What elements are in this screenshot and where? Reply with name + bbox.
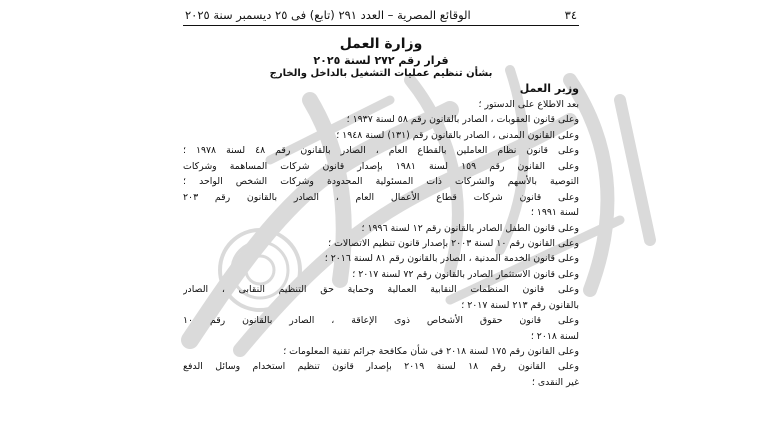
text-line: بالقانون رقم ٢١٣ لسنة ٢٠١٧ ؛ bbox=[461, 299, 579, 311]
decree-title: قرار رقم ٢٧٢ لسنة ٢٠٢٥ bbox=[313, 54, 449, 67]
text-line: وعلى قانون المنظمات النقابية العمالية وحماية حق التنظيم النقابى ، الصادر bbox=[183, 284, 579, 296]
text-line: وعلى قانون الاستثمار الصادر بالقانون رقم ٧٢ لسنة ٢٠١٧ ؛ bbox=[352, 268, 579, 280]
text-line: وعلى القانون رقم ١٨ لسنة ٢٠١٩ بإصدار قانون تنظيم استخدام وسائل الدفع bbox=[183, 361, 579, 373]
issuer-heading: وزير العمل bbox=[519, 82, 579, 95]
running-header bbox=[185, 8, 577, 23]
text-line: وعلى قانون العقوبات ، الصادر بالقانون رقم ٥٨ لسنة ١٩٣٧ ؛ bbox=[346, 114, 579, 126]
header-divider bbox=[183, 25, 579, 26]
page-number: ٣٤ bbox=[564, 8, 577, 22]
text-line: لسنة ٢٠١٨ ؛ bbox=[530, 330, 579, 342]
text-line: غير النقدى ؛ bbox=[531, 376, 579, 388]
decree-subject: بشأن تنظيم عمليات التشغيل بالداخل والخارج bbox=[269, 68, 493, 79]
text-line: وعلى قانون حقوق الأشخاص ذوى الإعاقة ، الصادر بالقانون رقم ١٠ bbox=[183, 315, 579, 327]
text-line: وعلى القانون رقم ١٠ لسنة ٢٠٠٣ بإصدار قانون تنظيم الاتصالات ؛ bbox=[328, 237, 579, 249]
text-line: لسنة ١٩٩١ ؛ bbox=[530, 207, 579, 219]
text-line: وعلى القانون رقم ١٧٥ لسنة ٢٠١٨ فى شأن مكافحة جرائم تقنية المعلومات ؛ bbox=[283, 346, 579, 357]
preamble-text bbox=[183, 97, 579, 390]
ministry-heading: وزارة العمل bbox=[339, 36, 423, 52]
text-line: وعلى القانون المدنى ، الصادر بالقانون رقم (١٣١) لسنة ١٩٤٨ ؛ bbox=[336, 129, 579, 141]
text-line: وعلى قانون نظام العاملين بالقطاع العام ، الصادر بالقانون رقم ٤٨ لسنة ١٩٧٨ ؛ bbox=[183, 145, 579, 157]
text-line: وعلى القانون رقم ١٥٩ لسنة ١٩٨١ بإصدار قانون شركات المساهمة وشركات bbox=[183, 160, 579, 172]
text-line: وعلى قانون شركات قطاع الأعمال العام ، الصادر بالقانون رقم ٢٠٣ bbox=[183, 191, 579, 203]
text-line: وعلى قانون الخدمة المدنية ، الصادر بالقانون رقم ٨١ لسنة ٢٠١٦ ؛ bbox=[324, 253, 579, 265]
text-line: بعد الاطلاع على الدستور ؛ bbox=[478, 99, 579, 110]
text-line: وعلى قانون الطفل الصادر بالقانون رقم ١٢ لسنة ١٩٩٦ ؛ bbox=[361, 222, 579, 234]
text-line: التوصية بالأسهم والشركات ذات المسئولية المحدودة وشركات الشخص الواحد ؛ bbox=[183, 176, 579, 188]
running-title: الوقائع المصرية – العدد ٢٩١ (تابع) فى ٢٥ ديسمبر سنة ٢٠٢٥ bbox=[185, 8, 471, 22]
